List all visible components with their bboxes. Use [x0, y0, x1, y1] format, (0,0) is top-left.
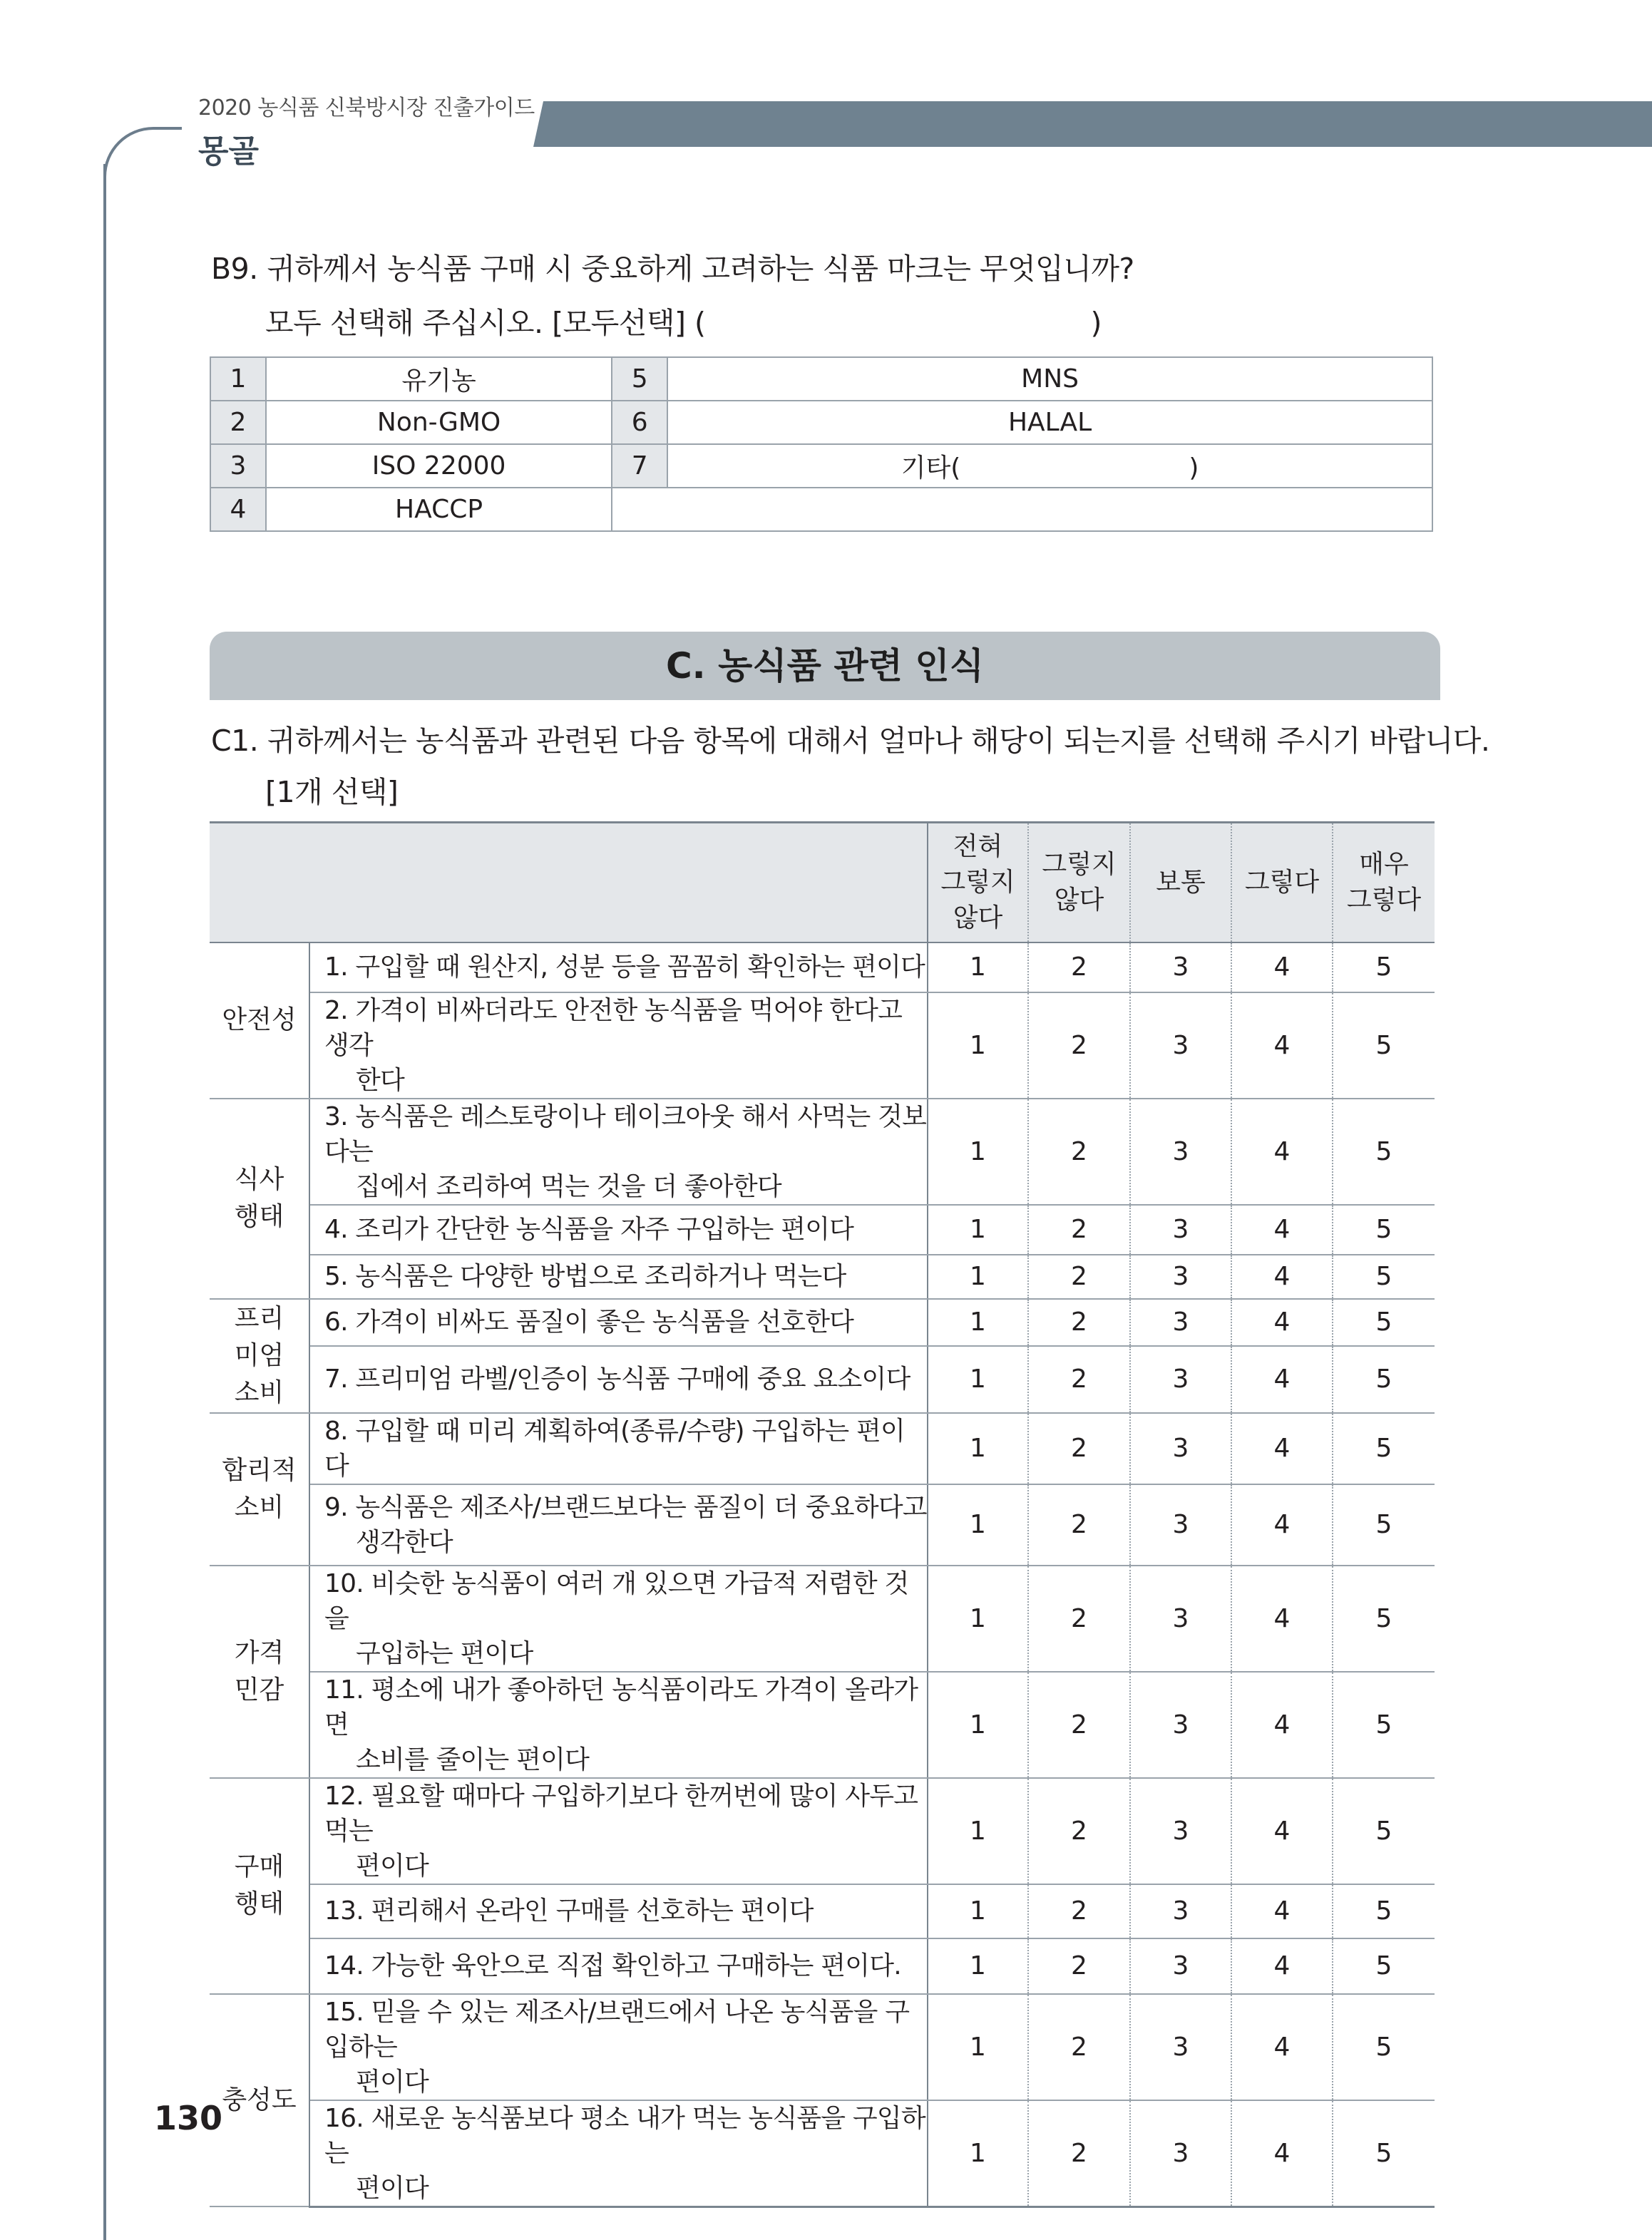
scale-option-5[interactable]: 5 — [1333, 1994, 1435, 2100]
item-text — [309, 1413, 928, 1484]
item-text — [309, 2100, 928, 2207]
category-cell — [210, 942, 309, 1099]
item-text — [309, 1778, 928, 1884]
item-text-line: 7. 프리미엄 라벨/인증이 농식품 구매에 중요 요소이다 — [324, 1365, 910, 1394]
scale-option-5[interactable]: 5 — [1333, 1884, 1435, 1938]
item-text-line: 12. 필요할 때마다 구입하기보다 한꺼번에 많이 사두고 먹는 — [324, 1781, 918, 1846]
mark-label: HACCP — [266, 488, 612, 531]
item-text-line: 4. 조리가 간단한 농식품을 자주 구입하는 편이다 — [324, 1215, 854, 1244]
item-text — [309, 1346, 928, 1413]
scale-option-3[interactable]: 3 — [1130, 992, 1231, 1099]
scale-option-5[interactable]: 5 — [1333, 1778, 1435, 1884]
table-row — [210, 1484, 1435, 1566]
item-text-continuation: 한다 — [356, 1065, 404, 1095]
scale-header-label: 보통 — [1156, 867, 1206, 897]
scale-option-1[interactable]: 1 — [928, 1938, 1028, 1994]
scale-option-1[interactable]: 1 — [928, 1566, 1028, 1672]
scale-option-4[interactable]: 4 — [1231, 1672, 1333, 1778]
item-text-line: 15. 믿을 수 있는 제조사/브랜드에서 나온 농식품을 구입하는 — [324, 1997, 910, 2062]
item-text — [309, 1299, 928, 1346]
item-text-line: 10. 비슷한 농식품이 여러 개 있으면 가급적 저렴한 것을 — [324, 1568, 909, 1633]
scale-option-3[interactable]: 3 — [1130, 2100, 1231, 2207]
category-label: 가격 민감 — [234, 1638, 284, 1705]
scale-option-5[interactable]: 5 — [1333, 1566, 1435, 1672]
scale-option-4[interactable]: 4 — [1231, 992, 1333, 1099]
table-row — [210, 1778, 1435, 1884]
scale-option-2[interactable]: 2 — [1028, 1484, 1130, 1566]
scale-option-2[interactable]: 2 — [1028, 1938, 1130, 1994]
category-label: 충성도 — [222, 2085, 297, 2115]
scale-header — [928, 823, 1028, 942]
scale-header — [1028, 823, 1130, 942]
scale-option-1[interactable]: 1 — [928, 1205, 1028, 1255]
question-c1-line2: [1개 선택] — [265, 775, 399, 809]
scale-header — [1231, 823, 1333, 942]
table-row — [210, 942, 1435, 992]
scale-option-5[interactable]: 5 — [1333, 1938, 1435, 1994]
header-bar — [533, 101, 1652, 147]
table-row — [210, 1672, 1435, 1778]
scale-option-4[interactable]: 4 — [1231, 942, 1333, 992]
scale-header-label: 전혀 그렇지 않다 — [940, 831, 1015, 933]
table-row — [210, 1299, 1435, 1346]
mark-number: 4 — [210, 488, 266, 531]
scale-option-2[interactable]: 2 — [1028, 1672, 1130, 1778]
item-text — [309, 992, 928, 1099]
table-row — [210, 1566, 1435, 1672]
scale-option-5[interactable]: 5 — [1333, 1299, 1435, 1346]
item-text-continuation: 편이다 — [356, 2067, 429, 2097]
item-text-continuation: 편이다 — [356, 1851, 429, 1881]
item-text-line: 5. 농식품은 다양한 방법으로 조리하거나 먹는다 — [324, 1262, 846, 1291]
scale-option-3[interactable]: 3 — [1130, 1778, 1231, 1884]
table-row — [210, 1884, 1435, 1938]
country-title: 몽골 — [198, 133, 260, 170]
mark-number: 5 — [612, 357, 667, 401]
scale-option-2[interactable]: 2 — [1028, 942, 1130, 992]
table-row — [210, 357, 1432, 401]
scale-option-4[interactable]: 4 — [1231, 1255, 1333, 1299]
scale-option-4[interactable]: 4 — [1231, 1413, 1333, 1484]
mark-label-etc — [667, 444, 1432, 488]
item-text-line: 8. 구입할 때 미리 계획하여(종류/수량) 구입하는 편이다 — [324, 1416, 905, 1481]
item-text-line: 16. 새로운 농식품보다 평소 내가 먹는 농식품을 구입하는 — [324, 2103, 925, 2168]
scale-option-5[interactable]: 5 — [1333, 2100, 1435, 2207]
item-text — [309, 1938, 928, 1994]
scale-option-5[interactable]: 5 — [1333, 992, 1435, 1099]
scale-option-1[interactable]: 1 — [928, 942, 1028, 992]
item-text-continuation: 집에서 조리하여 먹는 것을 더 좋아한다 — [356, 1171, 781, 1201]
scale-option-2[interactable]: 2 — [1028, 1099, 1130, 1205]
scale-header — [1130, 823, 1231, 942]
scale-option-2[interactable]: 2 — [1028, 1884, 1130, 1938]
scale-option-1[interactable]: 1 — [928, 1255, 1028, 1299]
item-text — [309, 1672, 928, 1778]
scale-option-5[interactable]: 5 — [1333, 1484, 1435, 1566]
scale-option-5[interactable]: 5 — [1333, 1413, 1435, 1484]
category-cell — [210, 1413, 309, 1566]
mark-number: 1 — [210, 357, 266, 401]
category-label: 식사 행태 — [234, 1165, 284, 1231]
scale-option-4[interactable]: 4 — [1231, 2100, 1333, 2207]
scale-option-1[interactable]: 1 — [928, 1484, 1028, 1566]
mark-number: 6 — [612, 401, 667, 444]
item-text — [309, 942, 928, 992]
scale-option-3[interactable]: 3 — [1130, 1566, 1231, 1672]
scale-option-3[interactable]: 3 — [1130, 942, 1231, 992]
item-text-line: 2. 가격이 비싸더라도 안전한 농식품을 먹어야 한다고 생각 — [324, 995, 903, 1060]
item-text-line: 3. 농식품은 레스토랑이나 테이크아웃 해서 사먹는 것보다는 — [324, 1101, 927, 1166]
scale-option-1[interactable]: 1 — [928, 1413, 1028, 1484]
question-b9-line2-start: 모두 선택해 주십시오. [모두선택] ( — [265, 306, 706, 340]
scale-option-1[interactable]: 1 — [928, 1778, 1028, 1884]
scale-option-2[interactable]: 2 — [1028, 1778, 1130, 1884]
item-text-line: 6. 가격이 비싸도 품질이 좋은 농식품을 선호한다 — [324, 1307, 854, 1337]
table-row — [210, 1994, 1435, 2100]
page-frame-line — [103, 164, 106, 2240]
item-text-line: 14. 가능한 육안으로 직접 확인하고 구매하는 편이다. — [324, 1951, 901, 1980]
item-text-line: 13. 편리해서 온라인 구매를 선호하는 편이다 — [324, 1896, 814, 1926]
category-cell — [210, 1099, 309, 1299]
scale-header — [1333, 823, 1435, 942]
mark-number: 7 — [612, 444, 667, 488]
question-b9-line2-end: ) — [1090, 306, 1102, 340]
table-row — [210, 1938, 1435, 1994]
scale-option-4[interactable]: 4 — [1231, 1566, 1333, 1672]
header-blank — [210, 823, 928, 942]
table-row — [210, 1413, 1435, 1484]
scale-option-3[interactable]: 3 — [1130, 1413, 1231, 1484]
scale-option-4[interactable]: 4 — [1231, 1884, 1333, 1938]
item-text-continuation: 구입하는 편이다 — [356, 1638, 533, 1668]
scale-option-1[interactable]: 1 — [928, 2100, 1028, 2207]
table-row — [210, 488, 1432, 531]
table-header-row — [210, 823, 1435, 942]
scale-option-4[interactable]: 4 — [1231, 1938, 1333, 1994]
category-label: 프리 미엄 소비 — [234, 1303, 284, 1407]
category-label: 안전성 — [222, 1005, 297, 1034]
survey-body — [210, 942, 1435, 2207]
mark-label: 유기농 — [266, 357, 612, 401]
scale-option-5[interactable]: 5 — [1333, 1346, 1435, 1413]
item-text-line: 1. 구입할 때 원산지, 성분 등을 꼼꼼히 확인하는 편이다 — [324, 952, 925, 982]
category-label: 구매 행태 — [234, 1852, 284, 1918]
scale-option-1[interactable]: 1 — [928, 1884, 1028, 1938]
question-b9-line1: B9. 귀하께서 농식품 구매 시 중요하게 고려하는 식품 마크는 무엇입니까? — [211, 252, 1134, 286]
scale-option-3[interactable]: 3 — [1130, 1484, 1231, 1566]
item-text-line: 11. 평소에 내가 좋아하던 농식품이라도 가격이 올라가면 — [324, 1675, 918, 1740]
category-cell — [210, 1778, 309, 1994]
scale-option-3[interactable]: 3 — [1130, 1255, 1231, 1299]
mark-number: 3 — [210, 444, 266, 488]
page-frame-curve — [103, 127, 182, 205]
category-cell — [210, 1566, 309, 1778]
question-b9-line2 — [265, 299, 1102, 341]
scale-option-1[interactable]: 1 — [928, 1672, 1028, 1778]
category-cell — [210, 1299, 309, 1413]
scale-option-4[interactable]: 4 — [1231, 1778, 1333, 1884]
question-c1-line1: C1. 귀하께서는 농식품과 관련된 다음 항목에 대해서 얼마나 해당이 되는지를 선택해 주시기 바랍니다. — [211, 724, 1490, 758]
scale-option-3[interactable]: 3 — [1130, 1099, 1231, 1205]
category-cell — [210, 1994, 309, 2207]
scale-option-3[interactable]: 3 — [1130, 1672, 1231, 1778]
scale-option-1[interactable]: 1 — [928, 1994, 1028, 2100]
scale-option-2[interactable]: 2 — [1028, 2100, 1130, 2207]
scale-option-3[interactable]: 3 — [1130, 1299, 1231, 1346]
scale-option-3[interactable]: 3 — [1130, 1938, 1231, 1994]
scale-option-5[interactable]: 5 — [1333, 1099, 1435, 1205]
item-text-continuation: 소비를 줄이는 편이다 — [356, 1745, 590, 1774]
etc-close: ) — [1189, 453, 1199, 483]
scale-option-2[interactable]: 2 — [1028, 1566, 1130, 1672]
item-text-continuation: 편이다 — [356, 2173, 429, 2203]
scale-option-3[interactable]: 3 — [1130, 1205, 1231, 1255]
table-row — [210, 1346, 1435, 1413]
etc-label: 기타( — [901, 453, 961, 483]
mark-label: HALAL — [667, 401, 1432, 444]
page-number: 130 — [154, 2099, 223, 2137]
table-row — [210, 2100, 1435, 2207]
scale-option-3[interactable]: 3 — [1130, 1994, 1231, 2100]
scale-option-4[interactable]: 4 — [1231, 1346, 1333, 1413]
item-text — [309, 1994, 928, 2100]
table-row — [210, 1255, 1435, 1299]
scale-option-2[interactable]: 2 — [1028, 1255, 1130, 1299]
item-text — [309, 1566, 928, 1672]
scale-option-1[interactable]: 1 — [928, 1299, 1028, 1346]
empty-cell — [612, 488, 1432, 531]
item-text — [309, 1884, 928, 1938]
scale-option-1[interactable]: 1 — [928, 1099, 1028, 1205]
food-marks-table — [210, 356, 1433, 532]
scale-option-3[interactable]: 3 — [1130, 1346, 1231, 1413]
table-row — [210, 444, 1432, 488]
guide-title: 2020 농식품 신북방시장 진출가이드 — [198, 96, 535, 120]
table-row — [210, 401, 1432, 444]
item-text — [309, 1255, 928, 1299]
perception-survey-table — [210, 821, 1435, 2208]
scale-option-2[interactable]: 2 — [1028, 992, 1130, 1099]
item-text-line: 9. 농식품은 제조사/브랜드보다는 품질이 더 중요하다고 — [324, 1492, 927, 1522]
scale-option-2[interactable]: 2 — [1028, 1205, 1130, 1255]
item-text — [309, 1099, 928, 1205]
mark-label: ISO 22000 — [266, 444, 612, 488]
scale-option-1[interactable]: 1 — [928, 1346, 1028, 1413]
table-row — [210, 992, 1435, 1099]
mark-label: MNS — [667, 357, 1432, 401]
scale-option-4[interactable]: 4 — [1231, 1299, 1333, 1346]
scale-option-2[interactable]: 2 — [1028, 1413, 1130, 1484]
scale-option-4[interactable]: 4 — [1231, 1994, 1333, 2100]
category-label: 합리적 소비 — [222, 1455, 297, 1522]
scale-option-5[interactable]: 5 — [1333, 1205, 1435, 1255]
scale-option-5[interactable]: 5 — [1333, 1255, 1435, 1299]
table-row — [210, 1099, 1435, 1205]
scale-option-2[interactable]: 2 — [1028, 1994, 1130, 2100]
scale-option-1[interactable]: 1 — [928, 992, 1028, 1099]
mark-label: Non-GMO — [266, 401, 612, 444]
item-text — [309, 1484, 928, 1566]
scale-option-4[interactable]: 4 — [1231, 1205, 1333, 1255]
scale-option-2[interactable]: 2 — [1028, 1299, 1130, 1346]
item-text — [309, 1205, 928, 1255]
scale-option-5[interactable]: 5 — [1333, 942, 1435, 992]
table-row — [210, 1205, 1435, 1255]
scale-option-3[interactable]: 3 — [1130, 1884, 1231, 1938]
scale-option-5[interactable]: 5 — [1333, 1672, 1435, 1778]
scale-option-4[interactable]: 4 — [1231, 1099, 1333, 1205]
scale-option-2[interactable]: 2 — [1028, 1346, 1130, 1413]
mark-number: 2 — [210, 401, 266, 444]
scale-header-label: 그렇다 — [1244, 867, 1320, 897]
scale-header-label: 그렇지 않다 — [1042, 849, 1117, 915]
scale-option-4[interactable]: 4 — [1231, 1484, 1333, 1566]
item-text-continuation: 생각한다 — [356, 1527, 453, 1557]
section-c-title: C. 농식품 관련 인식 — [210, 632, 1440, 700]
scale-header-label: 매우 그렇다 — [1346, 849, 1422, 915]
